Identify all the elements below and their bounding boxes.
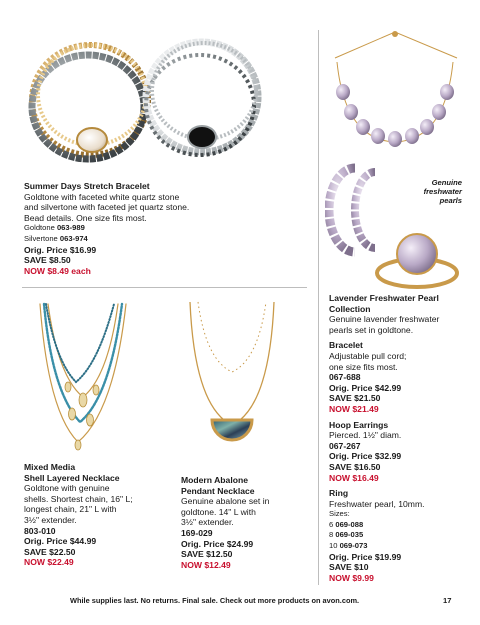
lavender-collection-description (329, 293, 474, 583)
save-amount: SAVE $10 (329, 562, 369, 573)
sku-number: 063-974 (59, 233, 88, 243)
save-amount: SAVE $16.50 (329, 461, 381, 472)
description-line: Genuine abalone set in (181, 496, 270, 507)
hoop-earrings-subtitle: Hoop Earrings (329, 419, 389, 430)
save-amount: SAVE $8.50 (24, 255, 71, 266)
description-line: Pierced. 1½" diam. (329, 430, 402, 441)
bracelet-description (24, 181, 294, 276)
sku-line (24, 223, 294, 234)
label-line: pearls (439, 196, 462, 205)
sku-number: 069-035 (335, 530, 364, 540)
label-line: freshwater (423, 187, 462, 196)
sku-number: 067-688 (329, 372, 361, 383)
sale-price: NOW $16.49 (329, 472, 379, 483)
description-line: goldtone. 14" L with (181, 506, 256, 517)
description-line: longest chain, 21" L with (24, 504, 117, 515)
goldtone-bracelet (32, 45, 148, 159)
description-line: Goldtone with genuine (24, 483, 110, 494)
product-title: Shell Layered Necklace (24, 472, 120, 483)
save-amount: SAVE $22.50 (24, 546, 76, 557)
sku-number: 169-029 (181, 527, 213, 538)
silvertone-bracelet (146, 42, 258, 155)
abalone-description (181, 475, 311, 570)
description-line: 3½" extender. (24, 514, 77, 525)
save-amount: SAVE $12.50 (181, 549, 233, 560)
mixed-media-description (24, 462, 174, 568)
size-number: 6 (329, 519, 334, 529)
shell-layered-necklace-image (28, 302, 138, 452)
description-line: 3½" extender. (181, 517, 234, 528)
description-line: Freshwater pearl, 10mm. (329, 498, 425, 509)
product-title: Modern Abalone (181, 475, 248, 485)
horizontal-divider (22, 287, 307, 288)
original-price: Orig. Price $19.99 (329, 551, 402, 562)
description-line: pearls set in goldtone. (329, 324, 414, 335)
sku-label: Silvertone (24, 233, 58, 243)
product-title: Summer Days Stretch Bracelet (24, 181, 150, 191)
page-number: 17 (443, 596, 452, 605)
size-sku-line (329, 520, 474, 531)
save-amount: SAVE $21.50 (329, 393, 381, 404)
sizes-label: Sizes: (329, 509, 350, 519)
original-price: Orig. Price $16.99 (24, 244, 97, 255)
sku-label: Goldtone (24, 223, 55, 233)
sku-number: 803-010 (24, 525, 56, 536)
size-number: 8 (329, 530, 334, 540)
original-price: Orig. Price $42.99 (329, 382, 402, 393)
original-price: Orig. Price $44.99 (24, 536, 97, 547)
description-line: Goldtone with faceted white quartz stone (24, 191, 180, 202)
lavender-pearl-ring-image (372, 228, 462, 293)
stretch-bracelets-image (22, 35, 272, 175)
product-title: Pendant Necklace (181, 485, 255, 496)
product-title: Collection (329, 303, 371, 314)
sku-line (24, 234, 294, 245)
description-line: Adjustable pull cord; (329, 350, 407, 361)
sku-number: 069-088 (335, 519, 364, 529)
original-price: Orig. Price $32.99 (329, 451, 402, 462)
ring-subtitle: Ring (329, 488, 349, 499)
size-sku-line (329, 530, 474, 541)
description-line: Bead details. One size fits most. (24, 212, 147, 223)
original-price: Orig. Price $24.99 (181, 538, 254, 549)
sale-price: NOW $9.99 (329, 572, 374, 583)
sku-number: 067-267 (329, 440, 361, 451)
sale-price: NOW $22.49 (24, 557, 74, 568)
size-sku-line (329, 541, 474, 552)
genuine-freshwater-pearls-label (396, 178, 462, 205)
footer-disclaimer: While supplies last. No returns. Final sale. Check out more products on avon.com. (70, 596, 360, 605)
sku-number: 063-989 (56, 223, 85, 233)
sale-price: NOW $8.49 each (24, 265, 91, 276)
abalone-pendant-necklace-image (172, 300, 292, 460)
sku-number: 069-073 (339, 541, 368, 551)
description-line: and silvertone with faceted jet quartz stone. (24, 202, 190, 213)
product-title: Lavender Freshwater Pearl (329, 293, 439, 303)
product-title: Mixed Media (24, 462, 76, 472)
column-divider (318, 30, 319, 585)
sale-price: NOW $21.49 (329, 403, 379, 414)
label-line: Genuine (431, 178, 462, 187)
size-number: 10 (329, 541, 338, 551)
lavender-pearl-bracelet-image (325, 30, 465, 155)
sale-price: NOW $12.49 (181, 559, 231, 570)
description-line: Genuine lavender freshwater (329, 314, 440, 325)
bracelet-subtitle: Bracelet (329, 340, 363, 351)
description-line: shells. Shortest chain, 16" L; (24, 493, 133, 504)
description-line: one size fits most. (329, 361, 398, 372)
